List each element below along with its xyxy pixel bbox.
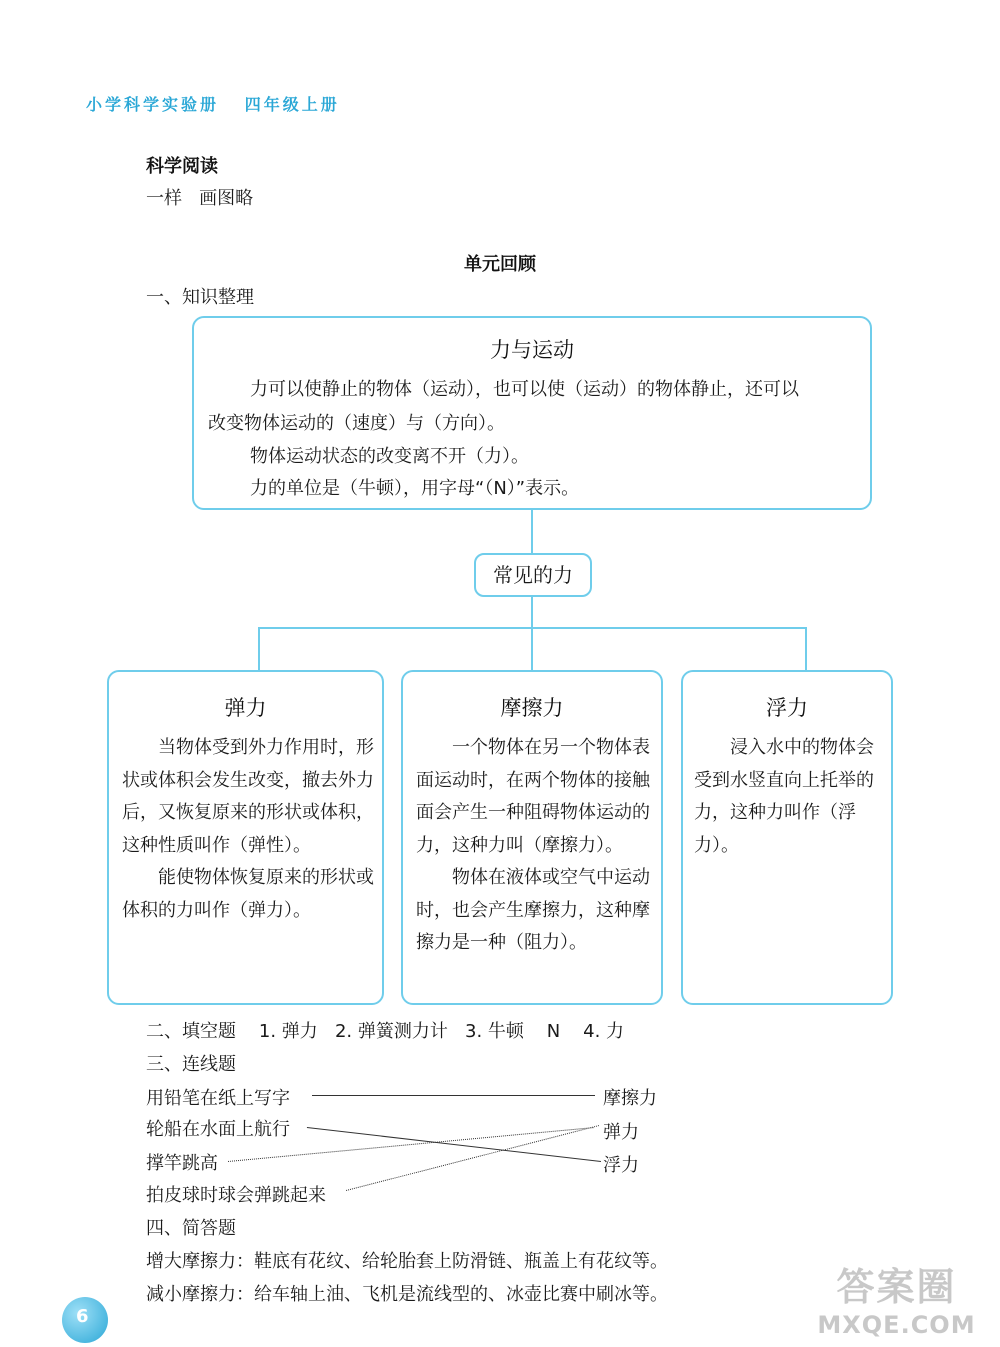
fill-blank-answers: 二、填空题 1. 弹力 2. 弹簧测力计 3. 牛顿 N 4. 力: [146, 1021, 625, 1042]
connector-line: [805, 627, 807, 670]
book-title: 小学科学实验册 四年级上册: [86, 95, 340, 114]
connector-line: [531, 510, 533, 553]
friction-box: [401, 670, 663, 1005]
reading-heading: 科学阅读: [146, 156, 218, 177]
matching-left-item: 拍皮球时球会弹跳起来: [146, 1185, 326, 1206]
watermark-logo-text: 答案圈: [836, 1265, 957, 1309]
elastic-force-box: [107, 670, 384, 1005]
matching-right-item: 浮力: [603, 1155, 639, 1176]
connector-line: [258, 627, 260, 670]
force-motion-box: [192, 316, 872, 510]
matching-right-item: 摩擦力: [603, 1088, 657, 1109]
match-line: [307, 1127, 601, 1162]
matching-left-item: 撑竿跳高: [146, 1153, 218, 1174]
force-motion-line: 改变物体运动的（速度）与（方向）。: [208, 413, 505, 434]
elastic-force-text: 当物体受到外力作用时，形状或体积会发生改变，撤去外力后，又恢复原来的形状或体积，这种性质叫作（弹性）。: [122, 737, 374, 856]
matching-left-item: 用铅笔在纸上写字: [146, 1088, 290, 1109]
friction-text: 物体在液体或空气中运动时，也会产生摩擦力，这种摩擦力是一种（阻力）。: [416, 867, 650, 953]
watermark-url: MXQE.COM: [817, 1311, 976, 1339]
buoyancy-title: 浮力: [766, 696, 808, 720]
matching-heading: 三、连线题: [146, 1054, 236, 1075]
matching-right-item: 弹力: [603, 1122, 639, 1143]
force-motion-line: 物体运动状态的改变离不开（力）。: [250, 446, 529, 467]
friction-title: 摩擦力: [500, 696, 564, 720]
force-motion-line: 力的单位是（牛顿），用字母“（N）”表示。: [250, 478, 580, 499]
force-motion-title: 力与运动: [490, 338, 574, 362]
common-forces-label: 常见的力: [474, 553, 592, 597]
matching-left-item: 轮船在水面上航行: [146, 1119, 290, 1140]
reading-answer: 一样 画图略: [146, 188, 254, 209]
elastic-force-title: 弹力: [224, 696, 267, 720]
short-answer-line: 减小摩擦力：给车轴上油、飞机是流线型的、冰壶比赛中刷冰等。: [146, 1284, 668, 1305]
review-title: 单元回顾: [464, 254, 536, 275]
page-number: 6: [76, 1306, 89, 1327]
elastic-force-text: 能使物体恢复原来的形状或体积的力叫作（弹力）。: [122, 867, 374, 921]
short-answer-line: 增大摩擦力：鞋底有花纹、给轮胎套上防滑链、瓶盖上有花纹等。: [146, 1251, 668, 1272]
watermark: [809, 1256, 984, 1339]
short-answer-heading: 四、简答题: [146, 1218, 236, 1239]
force-motion-line: 力可以使静止的物体（运动），也可以使（运动）的物体静止，还可以: [250, 379, 799, 400]
buoyancy-text: 浸入水中的物体会受到水竖直向上托举的力，这种力叫作（浮力）。: [694, 737, 874, 856]
connector-line: [258, 627, 806, 629]
match-line: [312, 1095, 595, 1096]
friction-text: 一个物体在另一个物体表面运动时，在两个物体的接触面会产生一种阻碍物体运动的力，这种力叫（摩擦力）。: [416, 737, 650, 856]
buoyancy-box: [681, 670, 893, 1005]
knowledge-heading: 一、知识整理: [146, 287, 254, 308]
connector-line: [531, 597, 533, 670]
